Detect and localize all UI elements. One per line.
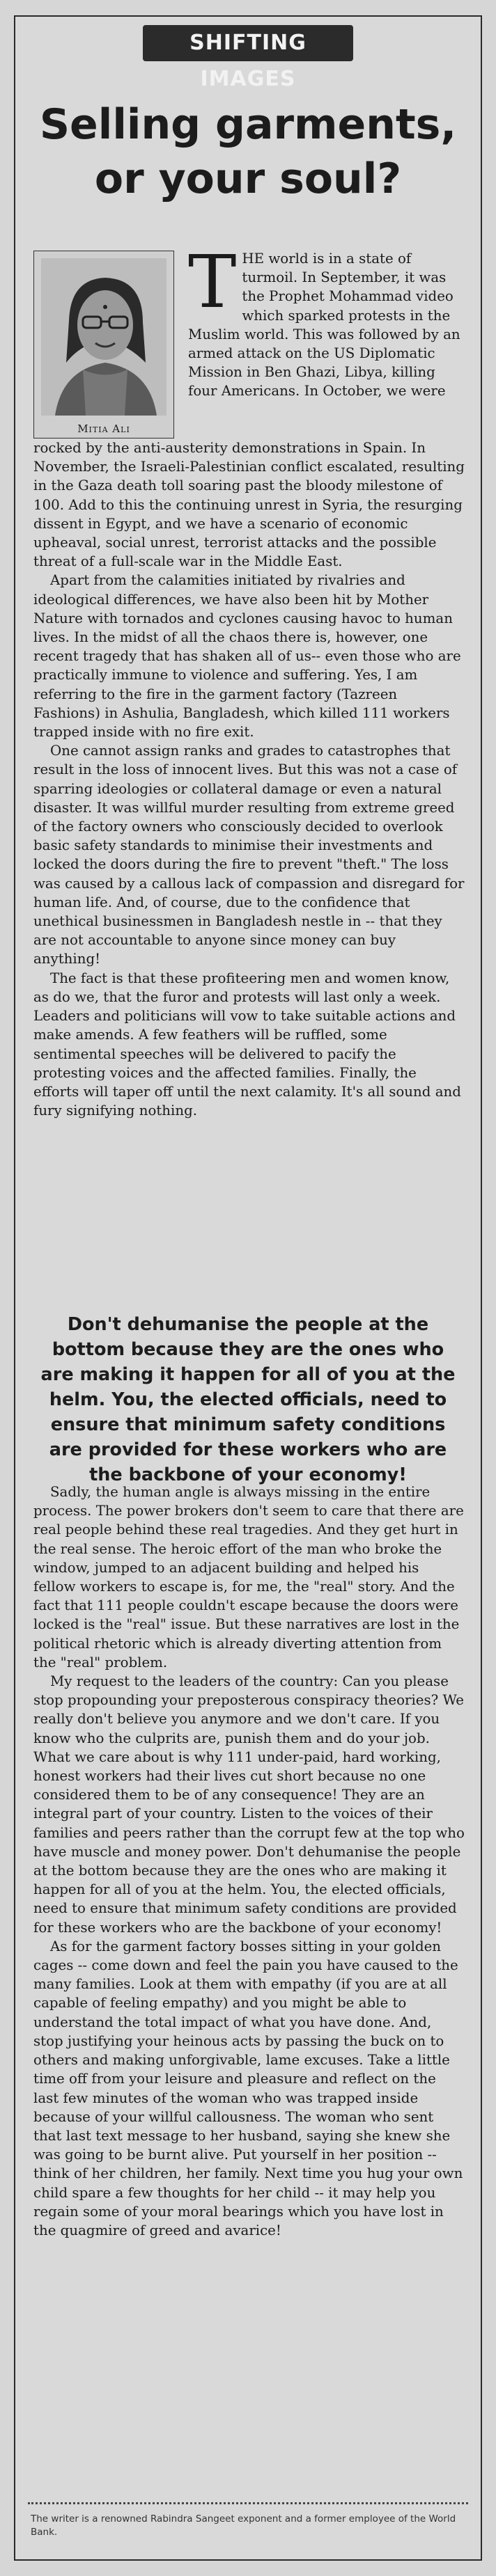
footer-divider [28, 2502, 468, 2504]
author-name: Mitia Ali [77, 422, 130, 435]
article-body-top [33, 438, 465, 1120]
paragraph-1-continued: rocked by the anti-austerity demonstrations in Spain. In November, the Israeli-Palestinian conflict escalated, resulting in the Gaza death toll soaring past the bloody milestone of 100. Add to this the continuing unrest in Syria, the resurging dissent in Egypt, and we have a scenario of economic upheaval, social unrest, terrorist attacks and the possible threat of a full-scale war in the Middle East. [33, 440, 465, 570]
paragraph-5: Sadly, the human angle is always missing in the entire process. The power brokers don't seem to care that there are real people behind these real tragedies. And they get hurt in the real sense. The heroic effort of the man who broke the window, jumped to an adjacent building and helped his fellow workers to escape is, for me, the "real" story. And the fact that 111 people couldn't escape because the doors were locked is the "real" issue. But these narratives are lost in the political rhetoric which is already diverting attention from the "real" problem. [33, 1484, 464, 1670]
drop-cap: T [188, 239, 237, 324]
lead-text: HE world is in a state of turmoil. In September, it was the Prophet Mohammad video which sparked protests in the Muslim world. This was followed by an armed attack on the US Diplomatic Mission in Ben Ghazi, Libya, killing four Americans. In October, we were [188, 251, 460, 400]
paragraph-4: The fact is that these profiteering men and women know, as do we, that the furor and protests will last only a week. Leaders and politicians will vow to take suitable actions and make amends. A few feathers will be ruffled, some sentimental speeches will be delivered to pacify the protesting voices and the affected families. Finally, the efforts will taper off until the next calamity. It's all sound and fury signifying nothing. [33, 970, 461, 1119]
headline-line-1: Selling garments, [39, 100, 457, 149]
author-note: The writer is a renowned Rabindra Sangeet exponent and a former employee of the World Bank. [31, 2513, 456, 2538]
headline-line-2: or your soul? [94, 155, 402, 203]
article-body-bottom [33, 1483, 465, 2240]
headline [28, 97, 468, 206]
section-banner: SHIFTING IMAGES [143, 25, 353, 61]
paragraph-2: Apart from the calamities initiated by rivalries and ideological differences, we have also been hit by Mother Nature with tornados and cyclones causing havoc to human lives. In the midst of all the chaos there is, however, one recent tragedy that has shaken all of us-- even those who are practically immune to violence and suffering. Yes, I am referring to the fire in the garment factory (Tazreen Fashions) in Ashulia, Bangladesh, which killed 111 workers trapped inside with no fire exit. [33, 572, 461, 741]
paragraph-3: One cannot assign ranks and grades to catastrophes that result in the loss of innocent lives. But this was not a case of sparring ideologies or collateral damage or even a natural disaster. It was willful murder resulting from extreme greed of the factory owners who consciously decided to overlook basic safety standards to minimise their investments and locked the doors during the fire to prevent "theft." The loss was caused by a callous lack of compassion and disregard for human life. And, of course, due to the confidence that unethical businessmen in Bangladesh nestle in -- that they are not accountable to anyone since money can buy anything! [33, 743, 465, 967]
paragraph-7: As for the garment factory bosses sitting in your golden cages -- come down and feel the pain you have caused to the many families. Look at them with empathy (if you are at all capable of feeling empathy) and you might be able to understand the total impact of what you have done. And, stop justifying your heinous acts by passing the buck on to others and making unforgivable, lame excuses. Take a little time off from your leisure and pleasure and reflect on the last few minutes of the woman who was trapped inside because of your willful callousness. The woman who sent that last text message to her husband, saying she knew she was going to be burnt alive. Put yourself in her position -- think of her children, her family. Next time you hug your own child spare a few thoughts for her child -- it may help you regain some of your moral bearings which you have lost in the quagmire of greed and avarice! [33, 1938, 463, 2238]
paragraph-6: My request to the leaders of the country: Can you please stop propounding your preposterous conspiracy theories? We really don't believe you anymore and we don't care. If you know who the culprits are, punish them and do your job. What we care about is why 111 under-paid, hard working, honest workers had their lives cut short because no one considered them to be of any consequence! They are an integral part of your country. Listen to the voices of their families and peers rather than the corrupt few at the top who have muscle and money power. Don't dehumanise the people at the bottom because they are the ones who are making it happen for all of you at the helm. You, the elected officials, need to ensure that minimum safety conditions are provided for these workers who are the backbone of your economy! [33, 1673, 465, 1936]
author-photo-box [33, 251, 174, 438]
pull-quote: Don't dehumanise the people at the bottom because they are the ones who are making it happen for all of you at the helm. You, the elected officials, need to ensure that minimum safety conditions are provided for these workers who are the backbone of your economy! [40, 1314, 456, 1485]
author-portrait [41, 258, 166, 416]
lead-paragraph [188, 239, 465, 401]
